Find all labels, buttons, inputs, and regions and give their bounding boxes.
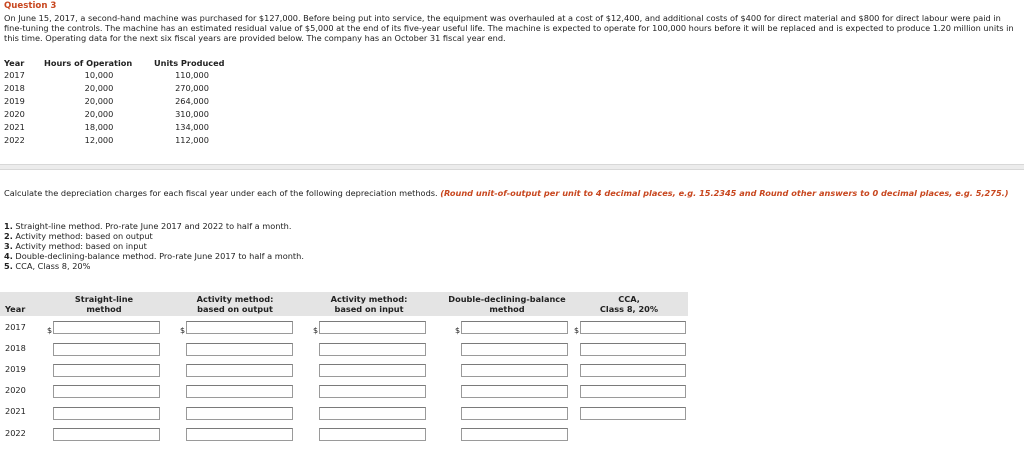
dollar-sign: $ (180, 326, 186, 335)
problem-description: On June 15, 2017, a second-hand machine was purchased for $127,000. Before being put into service, the equipment was overhauled at a cost of $12,400, and additional costs of $400 for direct material and $800 for direct labour were paid in fine-tuning the controls. The machine has an estimated residual value of $5,000 at the end of its five-year useful life. The machine is expected to operate for 100,000 hours before it will be replaced and is expected to produce 1.20 million units in this time. Operating data for the next six fiscal years are provided below. The company has an October 31 fiscal year end. (4, 13, 1014, 43)
ddb-input[interactable] (461, 385, 568, 398)
header-year: Year (4, 57, 25, 68)
activity-input-input[interactable] (319, 428, 426, 441)
dollar-sign: $ (47, 326, 53, 335)
grid-header-straight-line: Straight-line method (74, 294, 134, 314)
list-item: 5. CCA, Class 8, 20% (4, 261, 91, 271)
cca-input[interactable] (580, 343, 686, 356)
straight-line-input[interactable] (53, 343, 160, 356)
dollar-sign: $ (574, 326, 580, 335)
ddb-input[interactable] (461, 343, 568, 356)
row-units: 112,000 (175, 135, 209, 145)
row-units: 264,000 (175, 96, 209, 106)
dollar-sign: $ (313, 326, 319, 335)
activity-input-input[interactable] (319, 407, 426, 420)
row-year: 2018 (4, 83, 25, 93)
list-item: 1. Straight-line method. Pro-rate June 2017 and 2022 to half a month. (4, 221, 292, 231)
row-hours: 20,000 (84, 83, 114, 93)
year-label: 2022 (5, 428, 26, 438)
instruction-text: Calculate the depreciation charges for each fiscal year under each of the following depreciation methods. (4, 188, 438, 198)
table-row (4, 134, 230, 147)
table-row (4, 95, 230, 108)
activity-output-input[interactable] (186, 343, 293, 356)
grid-header-activity-output: Activity method: based on output (196, 294, 274, 314)
row-year: 2021 (4, 122, 25, 132)
row-hours: 10,000 (84, 70, 114, 80)
operating-data-table (4, 56, 230, 147)
instructions (4, 188, 1020, 198)
table-row (4, 121, 230, 134)
straight-line-input[interactable] (53, 407, 160, 420)
row-year: 2017 (4, 70, 25, 80)
row-hours: 12,000 (84, 135, 114, 145)
list-item: 3. Activity method: based on input (4, 241, 147, 251)
row-units: 110,000 (175, 70, 209, 80)
ddb-input[interactable] (461, 321, 568, 334)
ddb-input[interactable] (461, 407, 568, 420)
activity-output-input[interactable] (186, 321, 293, 334)
row-hours: 20,000 (84, 109, 114, 119)
ddb-input[interactable] (461, 428, 568, 441)
year-label: 2018 (5, 343, 26, 353)
cca-input[interactable] (580, 321, 686, 334)
row-hours: 20,000 (84, 96, 114, 106)
question-title: Question 3 (4, 1, 57, 11)
header-hours: Hours of Operation (44, 57, 133, 68)
activity-output-input[interactable] (186, 364, 293, 377)
straight-line-input[interactable] (53, 321, 160, 334)
cca-input[interactable] (580, 385, 686, 398)
cca-input[interactable] (580, 364, 686, 377)
header-units: Units Produced (154, 57, 225, 68)
row-hours: 18,000 (84, 122, 114, 132)
row-year: 2022 (4, 135, 25, 145)
table-row (4, 82, 230, 95)
year-label: 2021 (5, 406, 26, 416)
dollar-sign: $ (455, 326, 461, 335)
grid-header-cca: CCA, Class 8, 20% (599, 294, 659, 314)
methods-list (4, 221, 304, 271)
row-year: 2019 (4, 96, 25, 106)
grid-header-ddb: Double-declining-balance method (448, 294, 566, 314)
year-label: 2017 (5, 322, 26, 332)
grid-header-year: Year (5, 304, 26, 314)
row-units: 270,000 (175, 83, 209, 93)
straight-line-input[interactable] (53, 428, 160, 441)
grid-header-activity-input: Activity method: based on input (330, 294, 408, 314)
activity-input-input[interactable] (319, 364, 426, 377)
year-label: 2020 (5, 385, 26, 395)
ddb-input[interactable] (461, 364, 568, 377)
list-item: 4. Double-declining-balance method. Pro-rate June 2017 to half a month. (4, 251, 304, 261)
table-row (4, 108, 230, 121)
activity-output-input[interactable] (186, 428, 293, 441)
year-label: 2019 (5, 364, 26, 374)
activity-output-input[interactable] (186, 407, 293, 420)
activity-output-input[interactable] (186, 385, 293, 398)
activity-input-input[interactable] (319, 385, 426, 398)
activity-input-input[interactable] (319, 343, 426, 356)
list-item: 2. Activity method: based on output (4, 231, 153, 241)
activity-input-input[interactable] (319, 321, 426, 334)
section-divider (0, 164, 1024, 170)
answer-grid-header (0, 292, 688, 316)
rounding-hint: (Round unit-of-output per unit to 4 decimal places, e.g. 15.2345 and Round other answers to 0 decimal places, e.g. 5,275.) (440, 188, 1009, 198)
straight-line-input[interactable] (53, 364, 160, 377)
row-units: 310,000 (175, 109, 209, 119)
table-row (4, 69, 230, 82)
straight-line-input[interactable] (53, 385, 160, 398)
row-units: 134,000 (175, 122, 209, 132)
cca-input[interactable] (580, 407, 686, 420)
row-year: 2020 (4, 109, 25, 119)
